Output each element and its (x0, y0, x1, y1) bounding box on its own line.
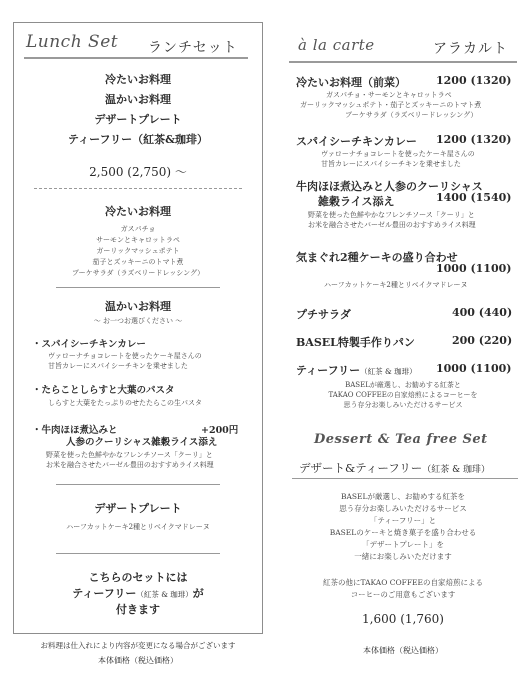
carte-item-name: 冷たいお料理（前菜） (296, 76, 406, 89)
cold-dish-item: 茄子とズッキーニのトマト煮 (92, 258, 184, 266)
lunch-footer-note: お料理は仕入れにより内容が変更になる場合がございます (40, 641, 236, 650)
lunch-footer-price-note: 本体価格（税込価格） (98, 656, 178, 665)
carte-item-price: 1000 (1100) (436, 362, 512, 375)
dessert-tea-desc: BASELのケーキと焼き菓子を盛り合わせる (329, 528, 477, 537)
carte-item-desc: お米を融合させたバーゼル豊田のおすすめライス料理 (308, 221, 476, 229)
warm-option-desc: 野菜を使った色鮮やかなフレンチソース「クーリ」と (46, 451, 213, 459)
carte-item-price: 200 (220) (452, 334, 513, 347)
tea-free-note-line2: ティーフリー（紅茶 & 珈琲）が (72, 587, 204, 600)
lunch-set-jp-title: ランチセット (148, 40, 238, 56)
lunch-price: 2,500 (2,750) 〜 (89, 165, 187, 179)
warm-option-desc: お米を融合させたバーゼル豊田のおすすめライス料理 (46, 461, 214, 469)
carte-item-name: スパイシーチキンカレー (296, 135, 417, 148)
warm-option-desc: しらすと大葉をたっぷりのせたたらこの生パスタ (48, 399, 202, 407)
tea-free-note-line3: 付きます (116, 603, 160, 616)
a-la-carte-underline (289, 61, 517, 63)
dessert-tea-desc: 一緒にお楽しみいただけます (354, 552, 452, 561)
warm-option-desc: ヴァローナチョコレートを使ったケーキ屋さんの (48, 352, 202, 360)
carte-item-desc: ヴァローナチョコレートを使ったケーキ屋さんの (321, 150, 475, 158)
dessert-tea-desc: 思う存分お楽しみいただけるサービス (339, 504, 467, 513)
carte-item-price: 1000 (1100) (436, 262, 512, 275)
dessert-tea-script-title: Dessert & Tea free Set (314, 432, 488, 447)
lunch-course-4: ティーフリー（紅茶&珈琲） (67, 133, 209, 146)
lunch-course-1: 冷たいお料理 (105, 73, 171, 86)
dessert-plate-heading: デザートプレート (94, 502, 182, 515)
a-la-carte-script-title: à la carte (298, 36, 375, 54)
dessert-tea-desc: 「ティーフリー」と (369, 516, 437, 525)
warm-option-name: ・牛肉ほほ煮込みと (32, 425, 118, 436)
dessert-tea-subtitle: デザート&ティーフリー（紅茶 & 珈琲） (299, 461, 491, 475)
cold-dishes-heading: 冷たいお料理 (105, 205, 171, 218)
warm-dishes-note: 〜 お一つお選びください 〜 (93, 317, 183, 325)
dessert-tea-price: 1,600 (1,760) (362, 612, 444, 626)
lunch-course-3: デザートプレート (94, 113, 182, 126)
carte-item-name-line2: 雑穀ライス添え (318, 195, 395, 208)
carte-item-desc: 野菜を使った色鮮やかなフレンチソース「クーリ」と (308, 211, 475, 219)
warm-option-desc: 甘旨カレーにスパイシーチキンを乗せました (48, 362, 188, 370)
lunch-set-script-title: Lunch Set (26, 32, 119, 52)
dessert-tea-desc: 「デザートプレート」を (362, 540, 444, 549)
carte-item-desc: BASELが厳選し、お勧めする紅茶と (345, 381, 461, 389)
a-la-carte-jp-title: アラカルト (433, 41, 508, 57)
carte-item-desc: ハーフカットケーキ2種とリベイクマドレーヌ (324, 281, 468, 289)
lunch-dashed-divider (34, 188, 242, 189)
warm-option-name: ・スパイシーチキンカレー (32, 339, 146, 350)
carte-item-desc: TAKAO COFFEEの自家焙煎によるコーヒーを (328, 391, 478, 399)
dessert-tea-underline (292, 478, 518, 479)
lunch-divider (56, 484, 220, 485)
lunch-divider (56, 287, 220, 288)
carte-item-price: 1400 (1540) (436, 191, 512, 204)
cold-dish-item: ガーリックマッシュポテト (96, 247, 180, 255)
carte-item-name: BASEL特製手作りパン (296, 336, 415, 349)
carte-item-desc: ガスパチョ・サーモンとキャロットラペ (326, 91, 452, 99)
lunch-course-2: 温かいお料理 (105, 93, 171, 106)
carte-item-name: 気まぐれ2種ケーキの盛り合わせ (296, 251, 458, 264)
warm-option-extra-price: +200円 (201, 425, 239, 436)
carte-item-name: ティーフリー（紅茶 & 珈琲） (296, 364, 417, 377)
carte-item-desc: 甘旨カレーにスパイシーチキンを乗せました (321, 160, 461, 168)
dessert-plate-desc: ハーフカットケーキ2種とリベイクマドレーヌ (66, 523, 210, 531)
warm-option-name-line2: 人参のクーリシャス雑穀ライス添え (66, 437, 218, 448)
carte-item-desc: ガーリックマッシュポテト・茄子とズッキーニのトマト煮 (300, 101, 482, 109)
carte-item-price: 400 (440) (452, 306, 513, 319)
dessert-tea-desc: BASELが厳選し、お勧めする紅茶を (340, 492, 466, 501)
cold-dish-item: サーモンとキャロットラペ (96, 236, 180, 244)
warm-dishes-heading: 温かいお料理 (105, 300, 171, 313)
lunch-divider (56, 553, 220, 554)
carte-item-name: 牛肉ほほ煮込みと人参のクーリシャス (296, 180, 483, 193)
carte-item-price: 1200 (1320) (436, 133, 512, 146)
cold-dish-item: ガスパチョ (120, 225, 156, 233)
dessert-tea-footer-price-note: 本体価格（税込価格） (363, 646, 443, 655)
dessert-tea-coffee-note: 紅茶の他にTAKAO COFFEEの自家焙煎による (322, 578, 483, 587)
warm-option-name: ・たらことしらすと大葉のパスタ (32, 385, 175, 396)
dessert-tea-coffee-note: コーヒーのご用意もございます (350, 590, 456, 599)
tea-free-note-line1: こちらのセットには (88, 571, 188, 584)
cold-dish-item: ブーケサラダ（ラズベリードレッシング） (71, 269, 205, 277)
carte-item-desc: ブーケサラダ（ラズベリードレッシング） (345, 111, 478, 119)
carte-item-name: プチサラダ (296, 308, 351, 321)
lunch-title-underline (24, 57, 248, 59)
carte-item-price: 1200 (1320) (436, 74, 512, 87)
carte-item-desc: 思う存分お楽しみいただけるサービス (343, 401, 463, 409)
